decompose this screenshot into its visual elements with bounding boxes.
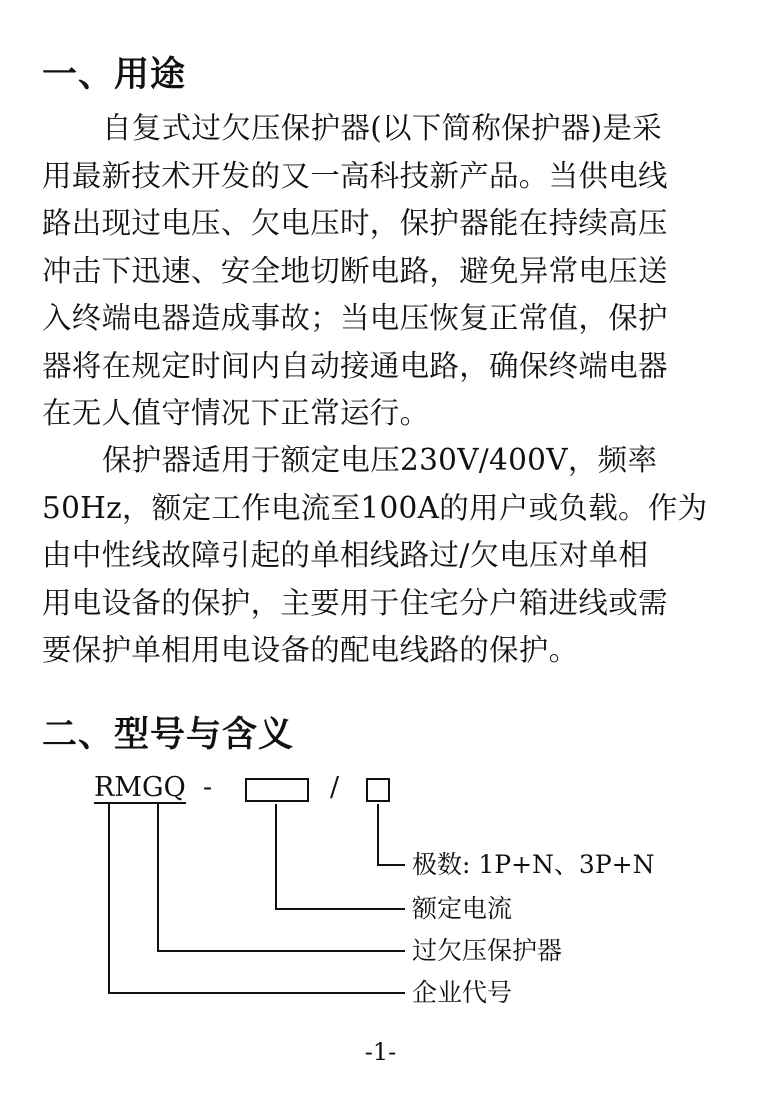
- current-connector-vertical: [275, 804, 277, 910]
- text-line: 用电设备的保护，主要用于住宅分户箱进线或需: [42, 585, 668, 620]
- code-company-part: RM: [94, 772, 142, 803]
- type-connector-horizontal: [157, 950, 405, 952]
- text-line: 路出现过电压、欠电压时，保护器能在持续高压: [42, 206, 668, 240]
- text-line: 器将在规定时间内自动接通电路，确保终端电器: [42, 348, 668, 383]
- code-slash: /: [330, 772, 340, 803]
- model-code-diagram: [0, 760, 761, 1020]
- page-number: -1-: [364, 1038, 397, 1066]
- text-line: 保护器适用于额定电压230V/400V，频率: [102, 443, 658, 477]
- section-heading-usage: 一、用途: [42, 55, 187, 95]
- current-placeholder-box: [245, 778, 309, 802]
- current-connector-horizontal: [275, 908, 405, 910]
- company-connector-horizontal: [108, 992, 405, 994]
- company-connector-vertical: [108, 804, 110, 994]
- type-connector-vertical: [157, 804, 159, 952]
- poles-placeholder-box: [366, 778, 390, 802]
- legend-type: 过欠压保护器: [412, 936, 563, 965]
- text-line: 在无人值守情况下正常运行。: [42, 396, 430, 430]
- legend-poles: 极数: 1P+N、3P+N: [412, 850, 655, 879]
- text-line: 冲击下迅速、安全地切断电路，避免异常电压送: [42, 253, 668, 288]
- text-line: 由中性线故障引起的单相线路过/欠电压对单相: [42, 538, 649, 572]
- usage-paragraph-2: [42, 437, 732, 675]
- section-heading-model: 二、型号与含义: [42, 715, 295, 755]
- poles-connector-horizontal: [377, 864, 405, 866]
- usage-paragraph-1: [42, 105, 732, 438]
- text-line: 要保护单相用电设备的配电线路的保护。: [42, 633, 579, 667]
- poles-connector-vertical: [377, 804, 379, 866]
- text-line: 自复式过欠压保护器(以下简称保护器)是采: [102, 111, 663, 145]
- text-line: 50Hz，额定工作电流至100A的用户或负载。作为: [42, 490, 708, 525]
- text-line: 入终端电器造成事故；当电压恢复正常值，保护: [42, 301, 668, 335]
- code-dash: -: [203, 772, 213, 803]
- legend-current: 额定电流: [412, 894, 513, 923]
- text-line: 用最新技术开发的又一高科技新产品。当供电线: [42, 158, 668, 193]
- code-type-part: GQ: [142, 772, 186, 803]
- legend-company: 企业代号: [412, 978, 513, 1007]
